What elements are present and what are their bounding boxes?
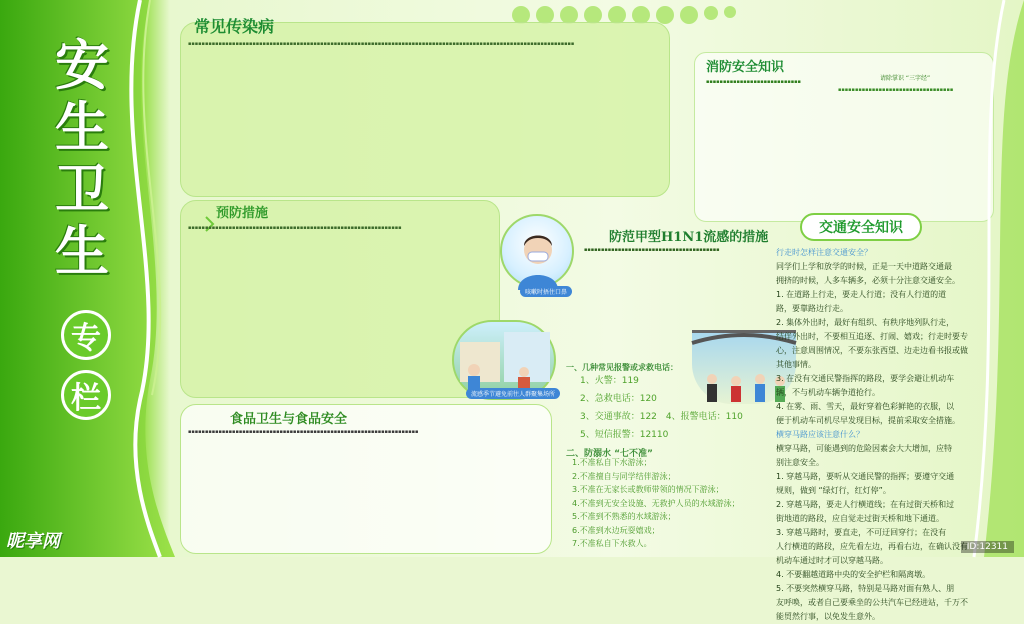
title-char: 安 (55, 33, 109, 97)
traffic-line: 辆，不与机动车辆争道抢行。 (776, 388, 880, 397)
phone-item: 3、交通事故：122 4、报警电话：110 (580, 412, 743, 422)
traffic-line: 同学们上学和放学的时候，正是一天中道路交通最 (776, 262, 952, 271)
food-title: 食品卫生与食品安全 (230, 412, 348, 427)
traffic-title: 交通安全知识 (800, 213, 922, 241)
fire-rhyme-subtitle: 请除掌识 “三字经” (880, 75, 931, 82)
traffic-line: 别注意安全。 (776, 458, 824, 467)
phone-item: 5、短信报警：12110 (580, 430, 669, 440)
traffic-line: 路，要靠路边行走。 (776, 304, 848, 313)
traffic-line: 便于机动车司机尽早发现目标，提前采取安全措施。 (776, 416, 960, 425)
traffic-subtitle: 行走时怎样注意交通安全？ (776, 248, 872, 257)
traffic-line: 机动车通过时才可以穿越马路。 (776, 556, 888, 565)
traffic-line: 3. 穿越马路时，要直走，不可迂回穿行；在没有 (776, 528, 947, 537)
title-char: 卫 (55, 157, 109, 221)
mask-illustration (500, 214, 574, 288)
traffic-line: 1. 穿越马路，要听从交通民警的指挥；要遵守交通 (776, 472, 955, 481)
traffic-line: 1. 在道路上行走，要走人行道；没有人行道的道 (776, 290, 947, 299)
right-swoosh-decoration (964, 0, 1024, 557)
traffic-line: 2. 集体外出时，最好有组织、有秩序地列队行走， (776, 318, 955, 327)
mask-caption: 咳嗽时捂住口鼻 (520, 286, 572, 297)
h1n1-text: ▪▪▪▪▪▪▪▪▪▪▪▪▪▪▪▪▪▪▪▪▪▪▪▪▪▪▪▪▪▪▪▪▪▪▪▪▪▪▪▪ (584, 247, 720, 253)
phone-item: 1、火警：119 (580, 376, 639, 386)
drowning-rule: 7.不准私自下水救人。 (572, 539, 652, 548)
watermark-id: ID:12311 (961, 541, 1014, 553)
drowning-rule: 3.不准在无家长或教师带领的情况下游泳； (572, 485, 724, 494)
drowning-rules-list (572, 456, 740, 551)
sub-title-char: 专 (61, 310, 111, 360)
prevention-title: 预防措施 (216, 206, 269, 221)
drowning-heading: 二、防溺水 “七不准” (566, 449, 653, 459)
board-sub-title (60, 310, 112, 420)
title-char: 生 (55, 95, 109, 159)
drowning-rule: 1.不准私自下水游泳； (572, 458, 652, 467)
h1n1-title: 防范甲型H1N1流感的措施 (609, 230, 769, 245)
traffic-line: 友呼唤，或者自己要乘坐的公共汽车已经进站，千万不 (776, 598, 968, 607)
crowd-caption: 流感季节避免前往人群聚集场所 (466, 388, 560, 399)
food-text: ▪▪▪▪▪▪▪▪▪▪▪▪▪▪▪▪▪▪▪▪▪▪▪▪▪▪▪▪▪▪▪▪▪▪▪▪▪▪▪▪▪▪▪▪▪▪▪▪▪▪▪▪▪▪▪▪▪▪▪▪▪▪▪▪▪▪▪▪ (188, 429, 419, 435)
traffic-line: 4. 不要翻越道路中央的安全护栏和隔离墩。 (776, 570, 931, 579)
drowning-rule: 5.不准到不熟悉的水域游泳； (572, 512, 676, 521)
drowning-rule: 2.不准擅自与同学结伴游泳； (572, 471, 676, 481)
drowning-rule: 4.不准到无安全设施、无救护人员的水域游泳； (572, 498, 740, 508)
infectious-title: 常见传染病 (194, 17, 275, 36)
fire-rhyme-text: ▪▪▪▪▪▪▪▪▪▪▪▪▪▪▪▪▪▪▪▪▪▪▪▪▪▪▪▪▪▪▪▪▪▪ (838, 87, 954, 93)
traffic-line: 人行横道的路段，应先看左边，再看右边，在确认没有 (776, 542, 968, 551)
traffic-line: 拥挤的时候，人多车辆多，必须十分注意交通安全。 (776, 276, 960, 285)
watermark-logo: 昵享网 (6, 531, 60, 552)
traffic-line: 心，注意周围情况，不要东张西望、边走边看书报或做 (776, 346, 968, 355)
traffic-line: 街地道的路段，应自觉走过街天桥和地下通道。 (776, 514, 944, 523)
traffic-line: 2. 穿越马路，要走人行横道线；在有过街天桥和过 (776, 500, 955, 509)
infectious-text: ▪▪▪▪▪▪▪▪▪▪▪▪▪▪▪▪▪▪▪▪▪▪▪▪▪▪▪▪▪▪▪▪▪▪▪▪▪▪▪▪▪▪▪▪▪▪▪▪▪▪▪▪▪▪▪▪▪▪▪▪▪▪▪▪▪▪▪▪▪▪▪▪▪▪▪▪▪▪▪▪▪▪▪▪▪▪▪▪▪▪▪▪▪▪▪▪▪▪▪▪▪▪▪▪▪▪▪▪▪▪▪▪▪▪ (188, 41, 575, 47)
board-main-title (52, 34, 112, 282)
traffic-line: 结伴外出时，不要相互追逐、打闹、嬉戏；行走时要专 (776, 332, 968, 341)
prevention-text: ▪▪▪▪▪▪▪▪▪▪▪▪▪▪▪▪▪▪▪▪▪▪▪▪▪▪▪▪▪▪▪▪▪▪▪▪▪▪▪▪▪▪▪▪▪▪▪▪▪▪▪▪▪▪▪▪▪▪▪▪▪▪▪ (188, 225, 402, 231)
drowning-rule: 6.不准到水边玩耍嬉戏； (572, 525, 660, 535)
title-char: 生 (55, 219, 109, 283)
traffic-line: 5. 不要突然横穿马路，特别是马路对面有熟人、朋 (776, 584, 955, 593)
fire-safety-title: 消防安全知识 (706, 60, 785, 75)
traffic-line: 其他事情。 (776, 360, 816, 369)
traffic-line: 3. 在没有交通民警指挥的路段，要学会避让机动车 (776, 374, 955, 383)
traffic-line: 能贸然行事，以免发生意外。 (776, 612, 880, 621)
phone-item: 2、急救电话：120 (580, 394, 657, 404)
traffic-line: 4. 在雾、雨、雪天，最好穿着色彩鲜艳的衣服，以 (776, 402, 955, 411)
traffic-line: 规则，做到 “绿灯行，红灯停”。 (776, 486, 891, 495)
traffic-line: 横穿马路应该注意什么？ (776, 430, 864, 439)
phones-list (580, 372, 743, 444)
phones-heading: 一、几种常见报警或求救电话： (566, 363, 678, 372)
sub-title-char: 栏 (61, 370, 111, 420)
fire-safety-text: ▪▪▪▪▪▪▪▪▪▪▪▪▪▪▪▪▪▪▪▪▪▪▪▪▪▪▪▪ (706, 79, 801, 85)
traffic-line: 横穿马路，可能遇到的危险因素会大大增加，应特 (776, 444, 952, 453)
